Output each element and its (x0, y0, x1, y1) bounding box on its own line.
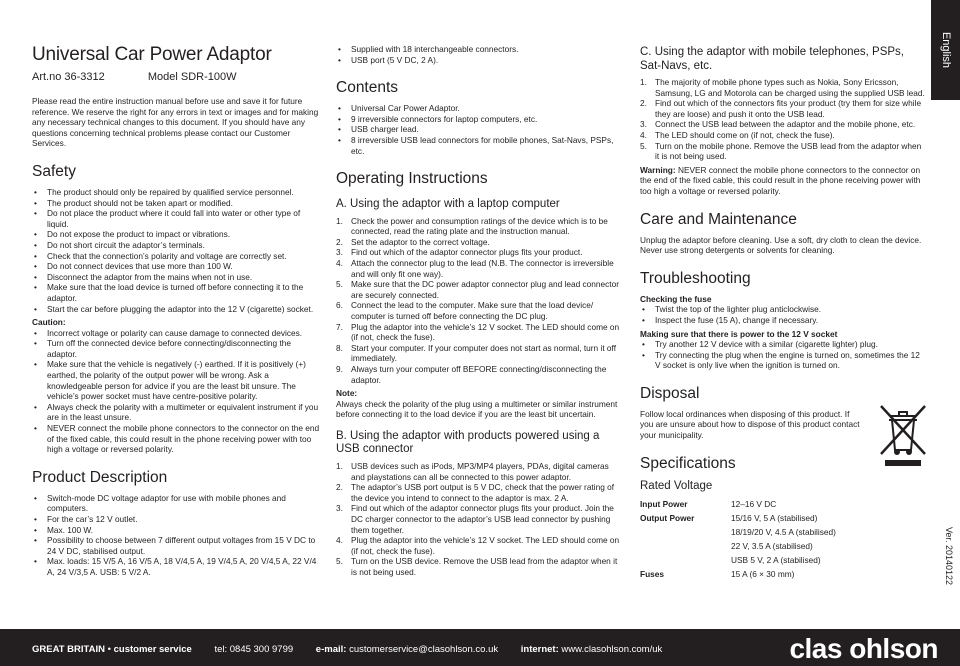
safety-heading: Safety (32, 162, 76, 180)
list-item: 3. Connect the USB lead between the adaptor and the mobile phone, etc. (640, 119, 916, 130)
list-item: 5. Turn on the mobile phone. Remove the USB lead from the adaptor when it is not being used. (640, 140, 922, 162)
note-label: Note: (336, 388, 358, 399)
list-item: • Start the car before plugging the adaptor into the 12 V (cigarette) socket. (32, 304, 322, 315)
specifications-heading: Specifications (640, 454, 736, 472)
table-row: 18/19/20 V, 4.5 A (stabilised) (731, 526, 836, 537)
list-item: 8. Start your computer. If your computer does not start as normal, turn it off immediately. (336, 342, 617, 364)
list-item: 1. USB devices such as iPods, MP3/MP4 players, PDAs, digital cameras and playstations can all be connected to this power adaptor. (336, 460, 609, 482)
list-item: 2. Find out which of the connectors fits your product (try them for size while they are loose) and push it onto the USB lead. (640, 98, 922, 119)
table-row: Fuses 15 A (6 × 30 mm) (640, 568, 795, 579)
caution-label: Caution: (32, 317, 66, 328)
list-item: 6. Connect the lead to the computer. Make sure that the load device/ computer is turned off before connecting the DC plug. (336, 300, 594, 321)
article-line (32, 70, 322, 84)
list-item: • The product should not be taken apart or modified. (32, 198, 322, 209)
power-label: Making sure that there is power to the 12 V socket (640, 328, 838, 339)
list-item: • For the car’s 12 V outlet. (32, 514, 322, 525)
warning-label: Warning: (640, 164, 676, 175)
list-item: 4. Attach the connector plug to the lead (N.B. The connector is irreversible and will only fit one way). (336, 258, 614, 279)
list-item: • Make sure that the load device is turned off before connecting it to the adaptor. (32, 282, 322, 303)
list-item: 2. Set the adaptor to the correct voltage. (336, 236, 490, 247)
section-b-steps (336, 461, 624, 578)
power-list (640, 339, 927, 371)
list-item: • Do not short circuit the adaptor’s terminals. (32, 240, 322, 251)
list-item: • Max. 100 W. (32, 525, 322, 536)
document-title: Universal Car Power Adaptor (32, 44, 272, 65)
disposal-text: Follow local ordinances when disposing of this product. If you are unsure about how to dispose of this product contact your municipality. (640, 408, 860, 441)
footer-email-label: e-mail: (315, 644, 347, 655)
list-item: • Do not place the product where it could fall into water or other type of liquid. (32, 208, 322, 229)
list-item: • USB port (5 V DC, 2 A). (336, 55, 624, 66)
footer-service-label: customer service (113, 644, 192, 655)
disposal-heading: Disposal (640, 384, 700, 402)
list-item: • 9 irreversible connectors for laptop computers, etc. (336, 114, 624, 125)
section-a-heading: A. Using the adaptor with a laptop computer (336, 198, 560, 211)
footer-country: GREAT BRITAIN (32, 644, 106, 655)
weee-bin-icon (877, 402, 929, 468)
list-item: • Inspect the fuse (15 A), change if necessary. (640, 315, 927, 326)
list-item: 7. Plug the adaptor into the vehicle’s 12 V socket. The LED should come on (if not, check the fuse). (336, 321, 620, 343)
note-text: Always check the polarity of the plug using a multimeter or similar instrument before connecting it to the load device if you are the least bit uncertain. (336, 398, 618, 420)
list-item: 1. The majority of mobile phone types such as Nokia, Sony Ericsson, Samsung, LG and Motorola can be charged using the supplied USB lead. (640, 77, 925, 98)
column-3 (640, 44, 927, 581)
model-number: Model SDR-100W (147, 71, 237, 83)
product-description-list-continued (336, 44, 624, 65)
list-item: 2. The adaptor’s USB port output is 5 V DC, check that the power rating of the device you intend to connect to the adaptor is max. 2 A. (336, 482, 615, 503)
list-item: • Check that the connection’s polarity and voltage are correctly set. (32, 251, 322, 262)
list-item: 4. The LED should come on (if not, check the fuse). (640, 129, 835, 140)
list-item: • Supplied with 18 interchangeable connectors. (336, 44, 624, 55)
list-item: 5. Make sure that the DC power adaptor connector plug and lead connector are securely connected. (336, 279, 619, 300)
footer-website-link[interactable]: www.clasohlson.com/uk (561, 644, 663, 655)
section-c-heading: C. Using the adaptor with mobile telephones, PSPs, Sat-Navs, etc. (640, 46, 905, 72)
list-item: 5. Turn on the USB device. Remove the USB lead from the adaptor when it is not being used. (336, 556, 618, 577)
list-item: • Max. loads: 15 V/5 A, 16 V/5 A, 18 V/4,5 A, 19 V/4,5 A, 20 V/4,5 A, 22 V/4 A, 24 V/3,5 A. USB: 5 V/2 A. (32, 556, 322, 577)
column-2 (336, 44, 624, 577)
list-item: • Possibility to choose between 7 different output voltages from 15 V DC to 24 V DC, stabilised output. (32, 535, 322, 556)
section-c-steps (640, 77, 927, 162)
list-item: • The product should only be repaired by qualified service personnel. (32, 187, 322, 198)
list-item: • NEVER connect the mobile phone connectors to the connector on the end of the fixed cable, this could result in the phone receiving power with too high a voltage or reversed polarity. (32, 423, 322, 455)
list-item: • USB charger lead. (336, 124, 624, 135)
list-item: • Switch-mode DC voltage adaptor for use with mobile phones and computers. (32, 493, 322, 514)
contents-list (336, 103, 624, 156)
intro-text: Please read the entire instruction manual before use and save it for future reference. We reserve the right for any errors in text or images and for making any necessary technical changes to this document. If you should have any questions concerning technical problems please contact our Customer Services. (32, 96, 319, 149)
footer-bar (0, 629, 960, 666)
list-item: • Try connecting the plug when the engine is turned on, sometimes the 12 V socket is only live when the ignition is turned on. (640, 350, 927, 371)
rated-voltage-heading: Rated Voltage (640, 479, 713, 492)
troubleshooting-heading: Troubleshooting (640, 269, 751, 287)
list-item: • Make sure that the vehicle is negatively (-) earthed. If it is positively (+) earthed, the polarity of the output power will be wrong. Ask a knowledgeable person for advice if you are the least bit unsure. The vehicle’s power socket must have centre-positive polarity. (32, 359, 322, 401)
list-item: 1. Check the power and consumption ratings of the device which is to be connected, read the rating plate and the instruction manual. (336, 215, 608, 237)
version-label: Ver. 20140122 (944, 526, 954, 585)
list-item: • Do not connect devices that use more than 100 W. (32, 261, 322, 272)
fuse-label: Checking the fuse (640, 293, 712, 304)
table-row: Input Power 12–16 V DC (640, 498, 777, 509)
list-item: • 8 irreversible USB lead connectors for mobile phones, Sat-Navs, PSPs, etc. (336, 135, 624, 156)
care-text: Unplug the adaptor before cleaning. Use a soft, dry cloth to clean the device. Never use strong detergents or solvents for cleaning. (640, 234, 922, 256)
footer-email-link[interactable]: customerservice@clasohlson.co.uk (349, 644, 499, 655)
language-label: English (939, 31, 952, 69)
safety-list (32, 187, 322, 314)
list-item: • Incorrect voltage or polarity can cause damage to connected devices. (32, 328, 322, 339)
list-item: • Universal Car Power Adaptor. (336, 103, 624, 114)
product-description-list (32, 493, 322, 578)
caution-list (32, 328, 322, 455)
list-item: 4. Plug the adaptor into the vehicle’s 12 V socket. The LED should come on (if not, check the fuse). (336, 535, 620, 556)
list-item: • Do not expose the product to impact or vibrations. (32, 229, 322, 240)
specifications-table (640, 497, 927, 581)
article-number: Art.no 36-3312 (32, 71, 105, 83)
footer-internet-label: internet: (520, 644, 559, 655)
operating-heading: Operating Instructions (336, 170, 488, 188)
brand-logo: clas ohlson (789, 633, 938, 664)
list-item: • Turn off the connected device before connecting/disconnecting the adaptor. (32, 338, 322, 359)
care-heading: Care and Maintenance (640, 210, 797, 228)
list-item: • Disconnect the adaptor from the mains when not in use. (32, 272, 322, 283)
list-item: • Try another 12 V device with a similar (cigarette lighter) plug. (640, 339, 927, 350)
footer-contact: GREAT BRITAIN • customer service tel: 0845 300 9799 e-mail: customerservice@clasohlson.co.uk internet: www.clasohlson.com/uk (32, 644, 663, 655)
contents-heading: Contents (336, 79, 399, 97)
warning-text: Warning: NEVER connect the mobile phone connectors to the connector on the end of the fixed cable, this could result in the phone receiving power with too high a voltage or reversed polarity. (640, 164, 921, 196)
footer-telephone: tel: 0845 300 9799 (214, 644, 294, 655)
list-item: 3. Find out which of the adaptor connector plugs fits your product. (336, 247, 583, 258)
list-item: • Twist the top of the lighter plug anticlockwise. (640, 304, 927, 315)
list-item: • Always check the polarity with a multimeter or equivalent instrument if you are in the least unsure. (32, 402, 322, 423)
table-row: 22 V, 3.5 A (stabilised) (731, 540, 813, 551)
list-item: 9. Always turn your computer off BEFORE connecting/disconnecting the adaptor. (336, 363, 607, 385)
column-1 (32, 44, 322, 578)
section-b-heading: B. Using the adaptor with products powered using a USB connector (336, 429, 600, 456)
fuse-list (640, 304, 927, 325)
list-item: 3. Find out which of the adaptor connector plugs fits your product. Join the DC charger connector to the adaptor’s USB lead connector by pushing them together. (336, 503, 614, 535)
table-row: USB 5 V, 2 A (stabilised) (731, 554, 821, 565)
section-a-steps (336, 216, 624, 386)
language-tab (931, 0, 960, 100)
product-description-heading: Product Description (32, 468, 168, 486)
table-row: Output Power 15/16 V, 5 A (stabilised) (640, 512, 818, 523)
